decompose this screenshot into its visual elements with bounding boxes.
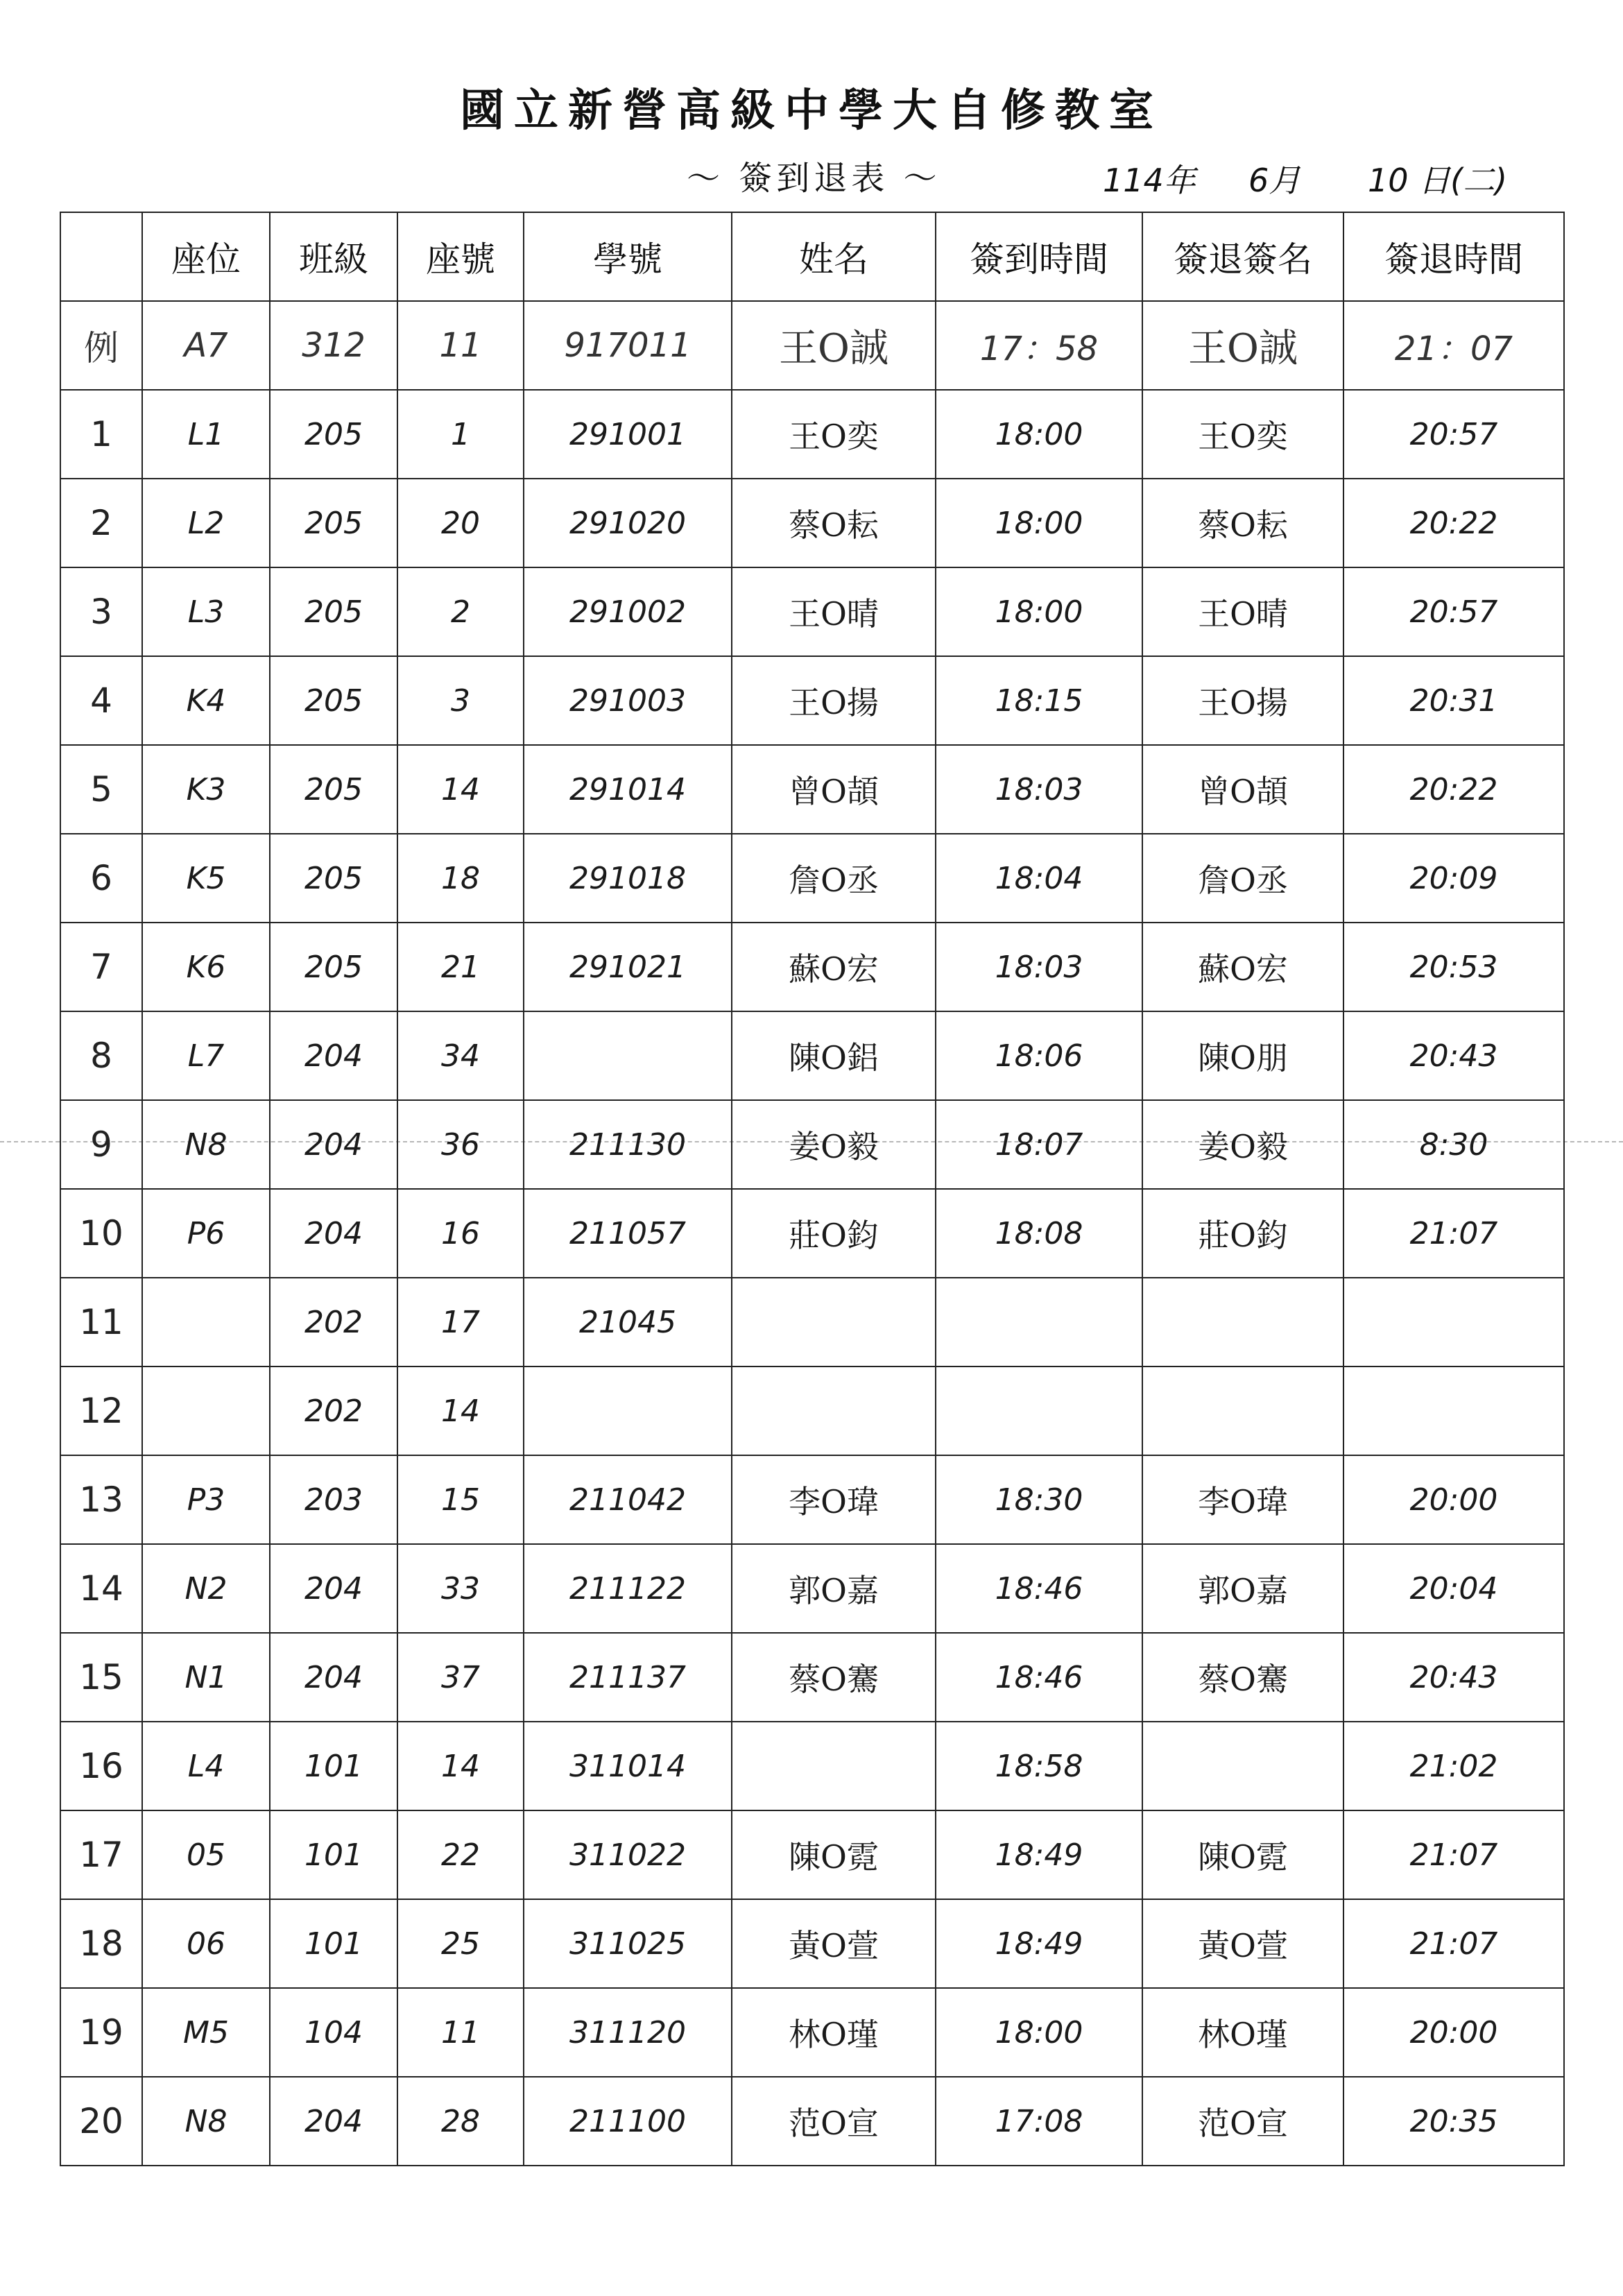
example-row xyxy=(60,301,1564,390)
class-cell: 205 xyxy=(270,745,397,834)
col-header-class: 班級 xyxy=(270,212,397,301)
seat-cell: L7 xyxy=(142,1011,270,1100)
student-id-cell: 311014 xyxy=(524,1722,732,1810)
sign-in-time-cell: 18:03 xyxy=(936,923,1142,1011)
row-number: 1 xyxy=(60,390,142,479)
student-id-cell: 311025 xyxy=(524,1899,732,1988)
example-name: 王O誠 xyxy=(732,301,936,390)
seat-number-cell: 14 xyxy=(397,745,524,834)
sign-in-time-cell xyxy=(936,1278,1142,1367)
example-label: 例 xyxy=(60,301,142,390)
date-year: 114年 xyxy=(1103,162,1196,199)
class-cell: 101 xyxy=(270,1810,397,1899)
name-signature-cell: 王O揚 xyxy=(732,656,936,745)
row-number: 6 xyxy=(60,834,142,923)
col-header-sign-out-time: 簽退時間 xyxy=(1343,212,1564,301)
seat-cell: 06 xyxy=(142,1899,270,1988)
name-signature-cell: 李O瑋 xyxy=(732,1455,936,1544)
seat-number-cell: 16 xyxy=(397,1189,524,1278)
student-id-cell: 211130 xyxy=(524,1100,732,1189)
name-signature-cell: 蘇O宏 xyxy=(732,923,936,1011)
student-id-cell: 291002 xyxy=(524,567,732,656)
sign-in-time-cell: 18:46 xyxy=(936,1633,1142,1722)
name-signature-cell: 陳O霓 xyxy=(732,1810,936,1899)
table-row xyxy=(60,1722,1564,1810)
sign-out-time-cell: 20:04 xyxy=(1343,1544,1564,1633)
date-day: 10 日(二) xyxy=(1368,162,1508,199)
sign-in-time-cell: 18:03 xyxy=(936,745,1142,834)
col-header-name: 姓名 xyxy=(732,212,936,301)
name-signature-cell xyxy=(732,1722,936,1810)
row-number: 18 xyxy=(60,1899,142,1988)
seat-cell: P3 xyxy=(142,1455,270,1544)
class-cell: 203 xyxy=(270,1455,397,1544)
sign-out-signature-cell: 莊O鈞 xyxy=(1142,1189,1343,1278)
table-row xyxy=(60,923,1564,1011)
sign-out-time-cell xyxy=(1343,1367,1564,1455)
sign-in-time-cell: 18:00 xyxy=(936,567,1142,656)
name-signature-cell xyxy=(732,1367,936,1455)
name-signature-cell: 郭O嘉 xyxy=(732,1544,936,1633)
sign-in-time-cell: 18:49 xyxy=(936,1899,1142,1988)
seat-cell: L3 xyxy=(142,567,270,656)
sign-in-time-cell: 18:15 xyxy=(936,656,1142,745)
student-id-cell: 291001 xyxy=(524,390,732,479)
sign-out-time-cell: 20:00 xyxy=(1343,1988,1564,2077)
class-cell: 204 xyxy=(270,1189,397,1278)
seat-number-cell: 15 xyxy=(397,1455,524,1544)
sheet-subtitle: ～ 簽到退表 ～ xyxy=(687,159,941,198)
header-row xyxy=(60,212,1564,301)
seat-number-cell: 11 xyxy=(397,1988,524,2077)
seat-number-cell: 14 xyxy=(397,1722,524,1810)
sign-in-time-cell: 18:08 xyxy=(936,1189,1142,1278)
sign-in-time-cell: 18:46 xyxy=(936,1544,1142,1633)
sign-out-signature-cell xyxy=(1142,1278,1343,1367)
class-cell: 202 xyxy=(270,1367,397,1455)
seat-number-cell: 33 xyxy=(397,1544,524,1633)
student-id-cell: 291003 xyxy=(524,656,732,745)
sign-in-time-cell: 18:30 xyxy=(936,1455,1142,1544)
sign-out-time-cell: 20:31 xyxy=(1343,656,1564,745)
student-id-cell: 311022 xyxy=(524,1810,732,1899)
class-cell: 204 xyxy=(270,2077,397,2166)
name-signature-cell: 莊O鈞 xyxy=(732,1189,936,1278)
sign-out-time-cell xyxy=(1343,1278,1564,1367)
name-signature-cell: 林O瑾 xyxy=(732,1988,936,2077)
name-signature-cell xyxy=(732,1278,936,1367)
sign-out-time-cell: 21:07 xyxy=(1343,1899,1564,1988)
sign-out-signature-cell: 曾O頡 xyxy=(1142,745,1343,834)
sign-out-time-cell: 20:35 xyxy=(1343,2077,1564,2166)
seat-cell: K4 xyxy=(142,656,270,745)
table-row xyxy=(60,1367,1564,1455)
sign-out-time-cell: 20:43 xyxy=(1343,1011,1564,1100)
seat-cell: L2 xyxy=(142,479,270,567)
class-cell: 104 xyxy=(270,1988,397,2077)
table-row xyxy=(60,1455,1564,1544)
row-number: 8 xyxy=(60,1011,142,1100)
sign-out-time-cell: 20:00 xyxy=(1343,1455,1564,1544)
class-cell: 205 xyxy=(270,479,397,567)
seat-number-cell: 18 xyxy=(397,834,524,923)
student-id-cell: 21045 xyxy=(524,1278,732,1367)
seat-number-cell: 28 xyxy=(397,2077,524,2166)
row-number: 12 xyxy=(60,1367,142,1455)
row-number: 4 xyxy=(60,656,142,745)
sign-out-signature-cell: 王O晴 xyxy=(1142,567,1343,656)
col-header-sign-in-time: 簽到時間 xyxy=(936,212,1142,301)
seat-cell: L4 xyxy=(142,1722,270,1810)
example-number: 11 xyxy=(397,301,524,390)
sign-out-signature-cell: 詹O丞 xyxy=(1142,834,1343,923)
seat-number-cell: 36 xyxy=(397,1100,524,1189)
student-id-cell: 291018 xyxy=(524,834,732,923)
col-header-student-id: 學號 xyxy=(524,212,732,301)
table-row xyxy=(60,567,1564,656)
table-row xyxy=(60,1633,1564,1722)
student-id-cell: 291021 xyxy=(524,923,732,1011)
sign-out-time-cell: 21:02 xyxy=(1343,1722,1564,1810)
sign-in-time-cell xyxy=(936,1367,1142,1455)
sign-in-time-cell: 18:58 xyxy=(936,1722,1142,1810)
sign-out-signature-cell: 陳O霓 xyxy=(1142,1810,1343,1899)
student-id-cell: 291014 xyxy=(524,745,732,834)
table-row xyxy=(60,1278,1564,1367)
example-student-id: 917011 xyxy=(524,301,732,390)
row-number: 7 xyxy=(60,923,142,1011)
seat-cell: L1 xyxy=(142,390,270,479)
sign-out-time-cell: 8:30 xyxy=(1343,1100,1564,1189)
seat-cell: K3 xyxy=(142,745,270,834)
table-row xyxy=(60,1011,1564,1100)
row-number: 11 xyxy=(60,1278,142,1367)
sign-out-time-cell: 20:22 xyxy=(1343,479,1564,567)
table-row xyxy=(60,834,1564,923)
name-signature-cell: 姜O毅 xyxy=(732,1100,936,1189)
seat-number-cell: 14 xyxy=(397,1367,524,1455)
sign-out-signature-cell: 李O瑋 xyxy=(1142,1455,1343,1544)
sign-in-time-cell: 18:00 xyxy=(936,390,1142,479)
seat-cell: N2 xyxy=(142,1544,270,1633)
seat-cell xyxy=(142,1367,270,1455)
name-signature-cell: 王O晴 xyxy=(732,567,936,656)
sign-out-signature-cell: 范O宣 xyxy=(1142,2077,1343,2166)
table-row xyxy=(60,390,1564,479)
student-id-cell xyxy=(524,1011,732,1100)
sign-out-signature-cell: 王O揚 xyxy=(1142,656,1343,745)
row-number: 14 xyxy=(60,1544,142,1633)
sign-out-time-cell: 20:53 xyxy=(1343,923,1564,1011)
class-cell: 204 xyxy=(270,1633,397,1722)
row-number: 19 xyxy=(60,1988,142,2077)
example-seat: A7 xyxy=(142,301,270,390)
class-cell: 205 xyxy=(270,656,397,745)
sign-out-signature-cell xyxy=(1142,1367,1343,1455)
class-cell: 101 xyxy=(270,1722,397,1810)
class-cell: 205 xyxy=(270,834,397,923)
seat-number-cell: 34 xyxy=(397,1011,524,1100)
sign-in-time-cell: 18:00 xyxy=(936,479,1142,567)
row-number: 10 xyxy=(60,1189,142,1278)
table-row xyxy=(60,1189,1564,1278)
date-month: 6月 xyxy=(1248,162,1301,199)
col-header-no xyxy=(60,212,142,301)
name-signature-cell: 曾O頡 xyxy=(732,745,936,834)
name-signature-cell: 詹O丞 xyxy=(732,834,936,923)
sign-out-signature-cell: 姜O毅 xyxy=(1142,1100,1343,1189)
student-id-cell: 211137 xyxy=(524,1633,732,1722)
class-cell: 101 xyxy=(270,1899,397,1988)
table-row xyxy=(60,479,1564,567)
name-signature-cell: 黃O萱 xyxy=(732,1899,936,1988)
student-id-cell: 211042 xyxy=(524,1455,732,1544)
sign-in-time-cell: 18:07 xyxy=(936,1100,1142,1189)
seat-cell: K6 xyxy=(142,923,270,1011)
row-number: 16 xyxy=(60,1722,142,1810)
table-row xyxy=(60,1544,1564,1633)
col-header-number: 座號 xyxy=(397,212,524,301)
table-row xyxy=(60,745,1564,834)
student-id-cell: 291020 xyxy=(524,479,732,567)
seat-cell: P6 xyxy=(142,1189,270,1278)
example-sign-in-time: 17：58 xyxy=(936,301,1142,390)
seat-cell: K5 xyxy=(142,834,270,923)
seat-cell: N8 xyxy=(142,1100,270,1189)
row-number: 17 xyxy=(60,1810,142,1899)
class-cell: 205 xyxy=(270,390,397,479)
sheet-title: 國立新營高級中學大自修教室 xyxy=(460,85,1163,137)
row-number: 3 xyxy=(60,567,142,656)
seat-number-cell: 22 xyxy=(397,1810,524,1899)
class-cell: 202 xyxy=(270,1278,397,1367)
seat-number-cell: 21 xyxy=(397,923,524,1011)
example-sign-out-signature: 王O誠 xyxy=(1142,301,1343,390)
col-header-seat: 座位 xyxy=(142,212,270,301)
col-header-sign-out-signature: 簽退簽名 xyxy=(1142,212,1343,301)
name-signature-cell: 蔡O騫 xyxy=(732,1633,936,1722)
sign-out-signature-cell: 林O瑾 xyxy=(1142,1988,1343,2077)
seat-number-cell: 25 xyxy=(397,1899,524,1988)
sign-out-signature-cell: 蔡O耘 xyxy=(1142,479,1343,567)
sign-out-signature-cell: 郭O嘉 xyxy=(1142,1544,1343,1633)
class-cell: 205 xyxy=(270,567,397,656)
table-row xyxy=(60,1988,1564,2077)
student-id-cell xyxy=(524,1367,732,1455)
student-id-cell: 211100 xyxy=(524,2077,732,2166)
sign-in-time-cell: 18:49 xyxy=(936,1810,1142,1899)
sign-in-time-cell: 18:00 xyxy=(936,1988,1142,2077)
seat-number-cell: 17 xyxy=(397,1278,524,1367)
signin-table xyxy=(60,212,1565,2166)
sign-out-time-cell: 20:57 xyxy=(1343,567,1564,656)
sign-out-time-cell: 20:09 xyxy=(1343,834,1564,923)
sign-out-time-cell: 20:22 xyxy=(1343,745,1564,834)
student-id-cell: 211122 xyxy=(524,1544,732,1633)
sign-out-signature-cell: 蔡O騫 xyxy=(1142,1633,1343,1722)
seat-number-cell: 1 xyxy=(397,390,524,479)
sign-out-signature-cell: 蘇O宏 xyxy=(1142,923,1343,1011)
table-row xyxy=(60,1810,1564,1899)
seat-number-cell: 37 xyxy=(397,1633,524,1722)
sign-in-time-cell: 18:06 xyxy=(936,1011,1142,1100)
sign-in-time-cell: 17:08 xyxy=(936,2077,1142,2166)
row-number: 5 xyxy=(60,745,142,834)
sign-out-time-cell: 21:07 xyxy=(1343,1189,1564,1278)
sign-in-time-cell: 18:04 xyxy=(936,834,1142,923)
seat-number-cell: 20 xyxy=(397,479,524,567)
example-class: 312 xyxy=(270,301,397,390)
sign-out-time-cell: 20:43 xyxy=(1343,1633,1564,1722)
row-number: 9 xyxy=(60,1100,142,1189)
sign-out-time-cell: 20:57 xyxy=(1343,390,1564,479)
name-signature-cell: 王O奕 xyxy=(732,390,936,479)
sign-out-signature-cell: 陳O朋 xyxy=(1142,1011,1343,1100)
seat-number-cell: 2 xyxy=(397,567,524,656)
class-cell: 205 xyxy=(270,923,397,1011)
name-signature-cell: 陳O鋁 xyxy=(732,1011,936,1100)
row-number: 2 xyxy=(60,479,142,567)
seat-cell: M5 xyxy=(142,1988,270,2077)
class-cell: 204 xyxy=(270,1544,397,1633)
table-row xyxy=(60,1100,1564,1189)
seat-cell: N8 xyxy=(142,2077,270,2166)
seat-cell xyxy=(142,1278,270,1367)
table-row xyxy=(60,656,1564,745)
example-sign-out-time: 21：07 xyxy=(1343,301,1564,390)
class-cell: 204 xyxy=(270,1100,397,1189)
sign-out-signature-cell xyxy=(1142,1722,1343,1810)
seat-cell: N1 xyxy=(142,1633,270,1722)
row-number: 20 xyxy=(60,2077,142,2166)
sign-out-time-cell: 21:07 xyxy=(1343,1810,1564,1899)
student-id-cell: 311120 xyxy=(524,1988,732,2077)
seat-cell: 05 xyxy=(142,1810,270,1899)
sign-out-signature-cell: 黃O萱 xyxy=(1142,1899,1343,1988)
seat-number-cell: 3 xyxy=(397,656,524,745)
table-row xyxy=(60,2077,1564,2166)
row-number: 13 xyxy=(60,1455,142,1544)
student-id-cell: 211057 xyxy=(524,1189,732,1278)
class-cell: 204 xyxy=(270,1011,397,1100)
sign-out-signature-cell: 王O奕 xyxy=(1142,390,1343,479)
name-signature-cell: 蔡O耘 xyxy=(732,479,936,567)
name-signature-cell: 范O宣 xyxy=(732,2077,936,2166)
row-number: 15 xyxy=(60,1633,142,1722)
table-row xyxy=(60,1899,1564,1988)
